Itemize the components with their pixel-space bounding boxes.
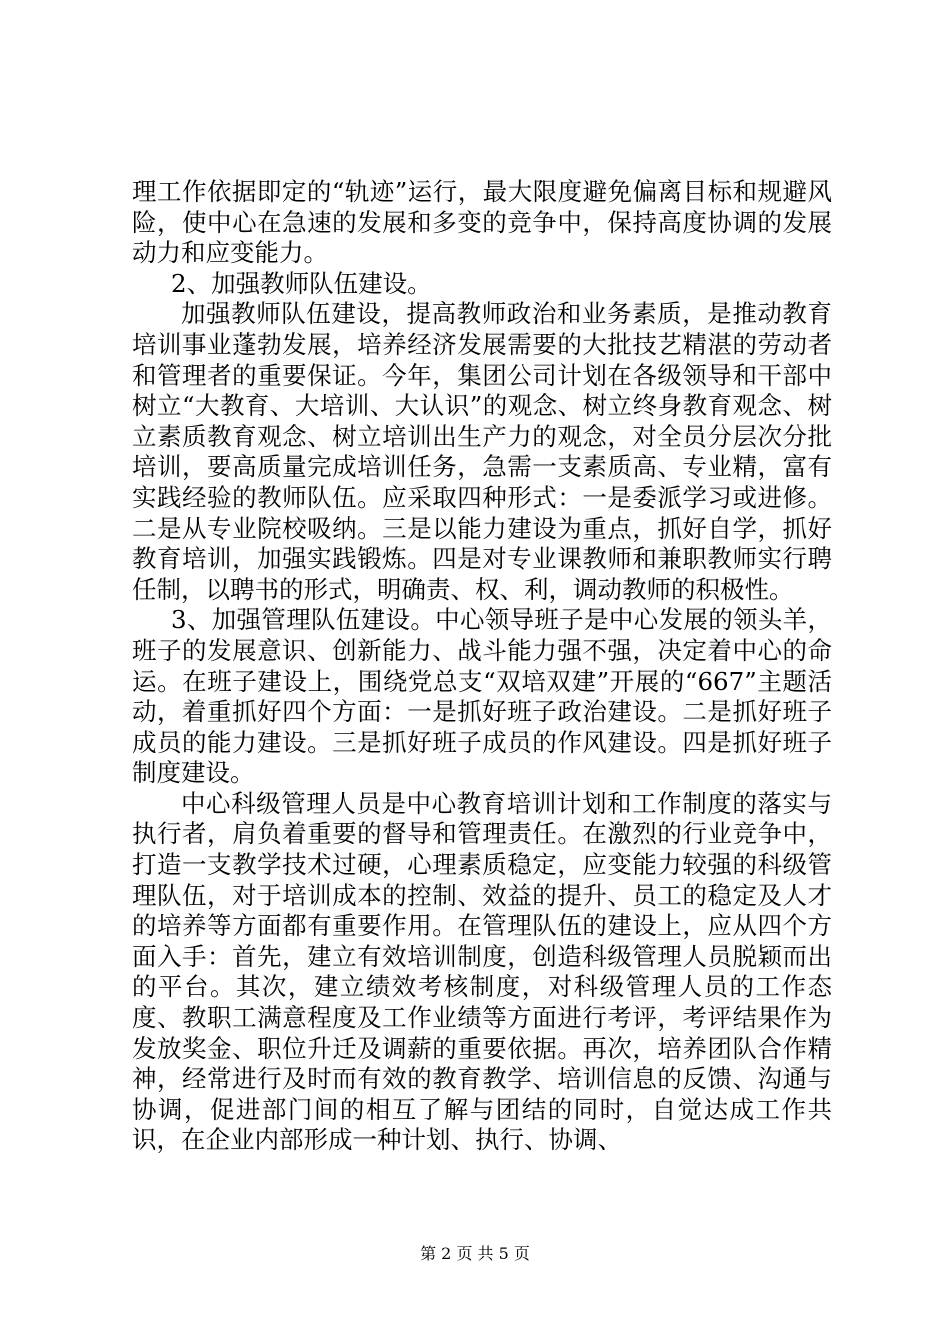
paragraph-section-staff: 中心科级管理人员是中心教育培训计划和工作制度的落实与执行者，肩负着重要的督导和管理责任。在激烈的行业竞争中，打造一支教学技术过硬，心理素质稳定，应变能力较强的科级管理队伍，对于培训成本的控制、效益的提升、员工的稳定及人才的培养等方面都有重要作用。在管理队伍的建设上，应从四个方面入手：首先，建立有效培训制度，创造科级管理人员脱颖而出的平台。其次，建立绩效考核制度，对科级管理人员的工作态度、教职工满意程度及工作业绩等方面进行考评，考评结果作为发放奖金、职位升迁及调薪的重要依据。再次，培养团队合作精神，经常进行及时而有效的教育教学、培训信息的反馈、沟通与协调，促进部门间的相互了解与团结的同时，自觉达成工作共识，在企业内部形成一种计划、执行、协调、	[132, 788, 832, 1155]
document-body	[132, 177, 832, 1156]
paragraph-continuation: 理工作依据即定的“轨迹”运行，最大限度避免偏离目标和规避风险，使中心在急速的发展和多变的竞争中，保持高度协调的发展动力和应变能力。	[132, 177, 832, 268]
section-heading-teachers: 2、加强教师队伍建设。	[171, 268, 432, 298]
page-footer: 第 2 页 共 5 页	[420, 1244, 530, 1263]
paragraph-teachers: 加强教师队伍建设，提高教师政治和业务素质，是推动教育培训事业蓬勃发展，培养经济发展需要的大批技艺精湛的劳动者和管理者的重要保证。今年，集团公司计划在各级领导和干部中树立“大教育、大培训、大认识”的观念、树立终身教育观念、树立素质教育观念、树立培训出生产力的观念，对全员分层次分批培训，要高质量完成培训任务，急需一支素质高、专业精，富有实践经验的教师队伍。应采取四种形式：一是委派学习或进修。二是从专业院校吸纳。三是以能力建设为重点，抓好自学，抓好教育培训，加强实践锻炼。四是对专业课教师和兼职教师实行聘任制，以聘书的形式，明确责、权、利，调动教师的积极性。	[132, 299, 832, 604]
section-heading-management: 3、加强管理队伍建设。中心领导班子是中心发展的领头羊，班子的发展意识、创新能力、战斗能力强不强，决定着中心的命运。在班子建设上，围绕党总支“双培双建”开展的“667”主题活动，着重抓好四个方面：一是抓好班子政治建设。二是抓好班子成员的能力建设。三是抓好班子成员的作风建设。四是抓好班子制度建设。	[132, 605, 832, 788]
